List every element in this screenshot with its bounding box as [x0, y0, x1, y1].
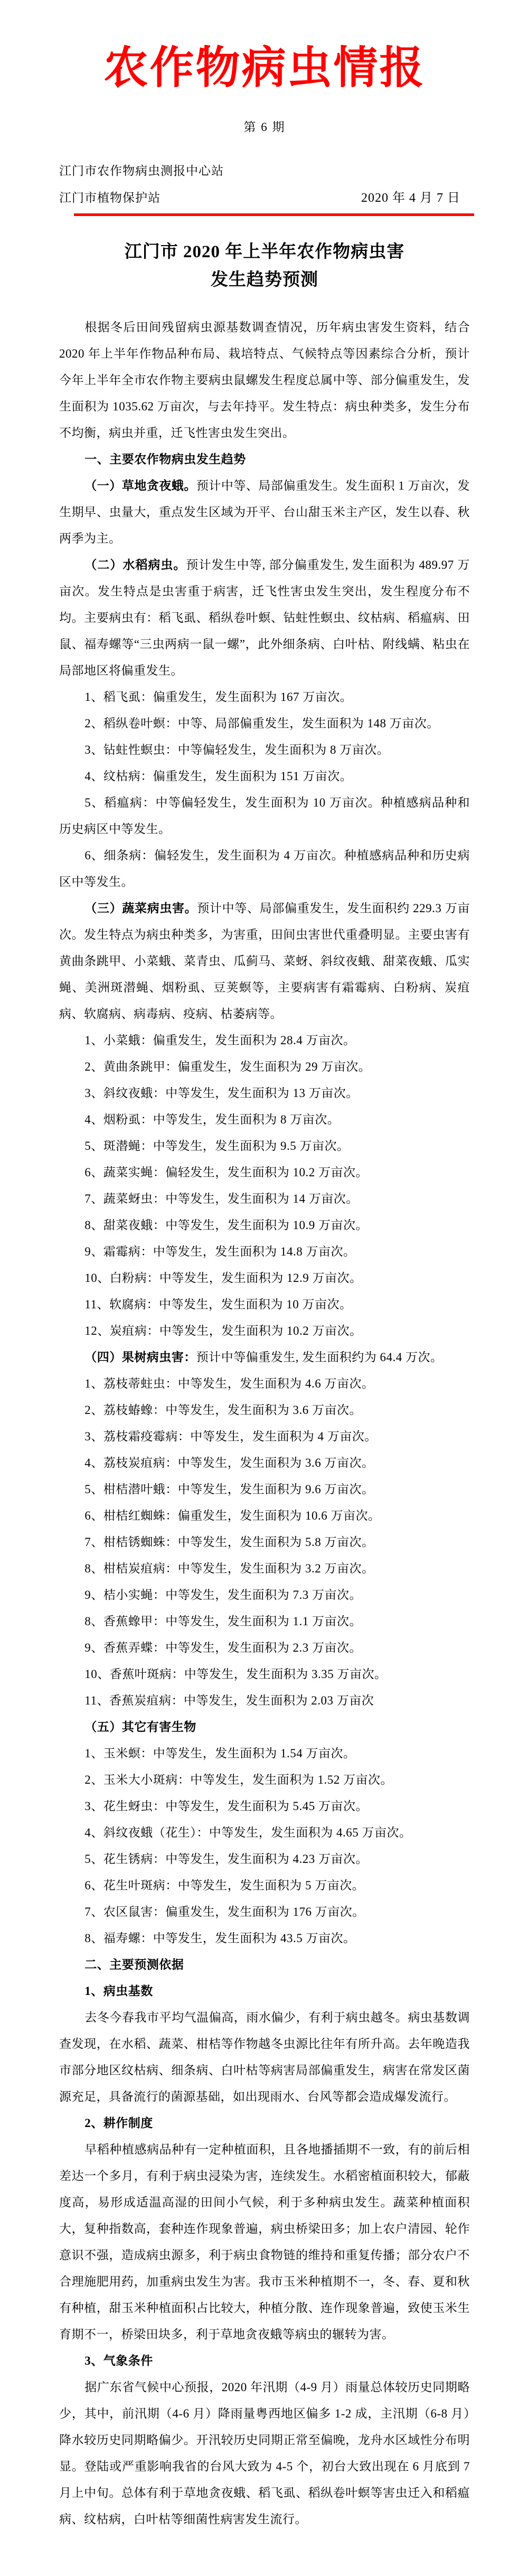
paragraph [59, 790, 470, 842]
paragraph [59, 737, 470, 763]
paragraph [59, 1872, 470, 1899]
paragraph-text: 早稻种植感病品种有一定种植面积，且各地播插期不一致，有的前后相差达一个多月，有利于病虫浸染为害，连续发生。水稻密植面积较大，郁蔽度高，易形成适温高湿的田间小气候，利于多种病虫发生。蔬菜种植面积大，复种指数高，套种连作现象普遍，病虫桥梁田多；加上农户清园、轮作意识不强，造成病虫源多，利于病虫食物链的维持和重复传播；部分农户不合理施肥用药，加重病虫发生为害。我市玉米种植期不一，冬、春、夏和秋有种植，甜玉米种植面积占比较大，种植分散、连作现象普遍，致使玉米生育期不一，桥梁田块多，利于草地贪夜蛾等病虫的辗转为害。 [59, 2143, 470, 2341]
paragraph-text: 6、蔬菜实蝇：偏轻发生，发生面积为 10.2 万亩次。 [84, 1166, 369, 1179]
document-body [59, 314, 470, 2533]
paragraph-text: 7、蔬菜蚜虫：中等发生，发生面积为 14 万亩次。 [84, 1192, 359, 1205]
paragraph [59, 1820, 470, 1846]
section-heading [59, 446, 470, 473]
issuing-org-secondary: 江门市植物保护站 [59, 191, 161, 204]
paragraph [59, 1186, 470, 1212]
paragraph-bold-lead: 二、主要预测依据 [84, 1958, 184, 1971]
paragraph [59, 1899, 470, 1925]
paragraph [59, 1582, 470, 1608]
issue-number: 第 6 期 [243, 120, 286, 134]
paragraph-bold-lead: （四）果树病虫害： [84, 1351, 196, 1364]
section-heading [59, 1952, 470, 1978]
paragraph-text: 9、霜霉病：中等发生，发生面积为 14.8 万亩次。 [84, 1245, 356, 1258]
paragraph-text: 7、柑桔锈蜘蛛：中等发生，发生面积为 5.8 万亩次。 [84, 1535, 374, 1549]
paragraph [59, 473, 470, 552]
paragraph [59, 552, 470, 684]
paragraph-text: 5、稻瘟病：中等偏轻发生，发生面积为 10 万亩次。种植感病品种和历史病区中等发生。 [59, 796, 470, 836]
paragraph-text: 去冬今春我市平均气温偏高，雨水偏少，有利于病虫越冬。病虫基数调查发现，在水稻、蔬菜、柑桔等作物越冬虫源比往年有所升高。去年晚造我市部分地区纹枯病、细条病、白叶枯等病害局部偏重发生，病害在常发区菌源充足，具备流行的菌源基础，如出现雨水、台风等都会造成爆发流行。 [59, 2011, 470, 2103]
paragraph-text: 10、白粉病：中等发生，发生面积为 12.9 万亩次。 [84, 1271, 362, 1285]
paragraph-text: 1、稻飞虱：偏重发生，发生面积为 167 万亩次。 [84, 690, 353, 704]
paragraph [59, 1371, 470, 1397]
paragraph-text: 根据冬后田间残留病虫源基数调查情况，历年病虫害发生资料，结合 2020 年上半年作物品种布局、栽培特点、气候特点等因素综合分析，预计今年上半年全市农作物主要病虫鼠螺发生程度总属中等、部分偏重发生，发生面积为 1035.62 万亩次，与去年持平。发生特点：病虫种类多，发生分布不均衡，病虫并重，迁飞性害虫发生突出。 [59, 321, 470, 439]
paragraph-text: 10、香蕉叶斑病：中等发生，发生面积为 3.35 万亩次。 [84, 1668, 387, 1681]
paragraph-text: 6、花生叶斑病：中等发生，发生面积为 5 万亩次。 [84, 1879, 365, 1892]
paragraph-text: 据广东省气候中心预报，2020 年汛期（4-9 月）雨量总体较历史同期略少，其中，前汛期（4-6 月）降雨量粤西地区偏多 1-2 成，主汛期（6-8 月）降水较历史同期略偏少。开汛较历史同期正常至偏晚，龙舟水区域性分布明显。登陆或严重影响我省的台风大致为 4-5 个，初台大致出现在 6 月底到 7 月上中旬。总体有利于草地贪夜蛾、稻飞虱、稻纵卷叶螟等害虫迁入和稻瘟病、纹枯病，白叶枯等细菌性病害发生流行。 [59, 2381, 470, 2526]
paragraph-text: 1、玉米螟：中等发生，发生面积为 1.54 万亩次。 [84, 1747, 356, 1760]
paragraph [59, 1529, 470, 1556]
paragraph-text: 3、斜纹夜蛾：中等发生，发生面积为 13 万亩次。 [84, 1086, 359, 1100]
paragraph-bold-lead: （三）蔬菜病虫害。 [84, 902, 197, 915]
section-heading [59, 2110, 470, 2137]
paragraph [59, 1239, 470, 1265]
paragraph-text: 6、细条病：偏轻发生，发生面积为 4 万亩次。种植感病品种和历史病区中等发生。 [59, 849, 470, 888]
document-title-line1: 江门市 2020 年上半年农作物病虫害 [124, 242, 405, 261]
paragraph-text: 2、黄曲条跳甲：偏重发生，发生面积为 29 万亩次。 [84, 1060, 371, 1073]
paragraph [59, 1608, 470, 1635]
paragraph [59, 314, 470, 446]
paragraph-text: 预计发生中等, 部分偏重发生, 发生面积为 489.97 万亩次。发生特点是虫害重于病害，迁飞性害虫发生突出，发生程度分布不均。主要病虫有：稻飞虱、稻纵卷叶螟、钻蛀性螟虫、纹枯病、稻瘟病、田鼠、福寿螺等“三虫两病一鼠一螺”，此外细条病、白叶枯、附线螨、粘虫在局部地区将偏重发生。 [59, 558, 470, 677]
paragraph [59, 1846, 470, 1872]
paragraph [59, 1688, 470, 1714]
paragraph-text: 2、荔枝蝽蟓：中等发生，发生面积为 3.6 万亩次。 [84, 1403, 362, 1417]
paragraph [59, 1767, 470, 1793]
paragraph-text: 预计中等、局部偏重发生。发生面积 1 万亩次，发生期早、虫量大，重点发生区域为开平、台山甜玉米主产区，发生以春、秋两季为主。 [59, 479, 470, 545]
paragraph [59, 1397, 470, 1423]
paragraph [59, 895, 470, 1027]
paragraph [59, 1344, 470, 1371]
paragraph [59, 1107, 470, 1133]
paragraph-text: 2、稻纵卷叶螟：中等、局部偏重发生，发生面积为 148 万亩次。 [84, 717, 439, 730]
paragraph-bold-lead: 一、主要农作物病虫发生趋势 [84, 453, 246, 466]
paragraph [59, 684, 470, 710]
paragraph [59, 1503, 470, 1529]
paragraph-text: 8、柑桔炭疽病：中等发生，发生面积为 3.2 万亩次。 [84, 1562, 374, 1575]
issue-date: 2020 年 4 月 7 日 [361, 191, 460, 205]
paragraph-bold-lead: 3、气象条件 [84, 2354, 153, 2367]
paragraph-text: 3、荔枝霜疫霉病：中等发生，发生面积为 4 万亩次。 [84, 1430, 377, 1443]
paragraph-text: 2、玉米大小斑病：中等发生，发生面积为 1.52 万亩次。 [84, 1773, 393, 1786]
issuing-org-primary: 江门市农作物病虫测报中心站 [59, 164, 224, 177]
paragraph [59, 1423, 470, 1450]
paragraph [59, 2137, 470, 2348]
section-heading [59, 1978, 470, 2004]
paragraph [59, 1556, 470, 1582]
paragraph-bold-lead: （一）草地贪夜蛾。 [84, 479, 196, 492]
section-heading [59, 2348, 470, 2374]
paragraph [59, 763, 470, 790]
paragraph [59, 710, 470, 737]
paragraph [59, 1212, 470, 1239]
paragraph-text: 1、小菜蛾：偏重发生，发生面积为 28.4 万亩次。 [84, 1034, 356, 1047]
paragraph-text: 预计中等、局部偏重发生，发生面积约 229.3 万亩次。发生特点为病虫种类多，为害重，田间虫害世代重叠明显。主要虫害有黄曲条跳甲、小菜蛾、菜青虫、瓜蓟马、菜蚜、斜纹夜蛾、甜菜夜蛾、瓜实蝇、美洲斑潜蝇、烟粉虱、豆荚螟等，主要病害有霜霉病、白粉病、炭疽病、软腐病、病毒病、疫病、枯萎病等。 [59, 902, 470, 1020]
paragraph [59, 1450, 470, 1476]
issuer-date-row [59, 187, 470, 205]
masthead-divider-rule [74, 213, 474, 216]
paragraph-text: 7、农区鼠害：偏重发生，发生面积为 176 万亩次。 [84, 1905, 365, 1918]
paragraph-text: 5、柑桔潜叶蛾：中等发生，发生面积为 9.6 万亩次。 [84, 1483, 374, 1496]
paragraph-text: 5、斑潜蝇：中等发生，发生面积为 9.5 万亩次。 [84, 1139, 350, 1153]
paragraph [59, 2374, 470, 2533]
paragraph [59, 1291, 470, 1318]
paragraph [59, 1159, 470, 1186]
paragraph [59, 1740, 470, 1767]
paragraph [59, 1318, 470, 1344]
paragraph-text: 9、香蕉弄蝶：中等发生，发生面积为 2.3 万亩次。 [84, 1641, 362, 1654]
paragraph [59, 1476, 470, 1503]
document-title-line2: 发生趋势预测 [211, 270, 318, 289]
paragraph [59, 1054, 470, 1080]
paragraph-bold-lead: （五）其它有害生物 [84, 1720, 196, 1734]
paragraph-text: 4、斜纹夜蛾（花生）：中等发生，发生面积为 4.65 万亩次。 [84, 1826, 412, 1839]
paragraph-text: 6、柑桔红蜘蛛：偏重发生，发生面积为 10.6 万亩次。 [84, 1509, 381, 1522]
paragraph-text: 4、纹枯病：偏重发生，发生面积为 151 万亩次。 [84, 770, 353, 783]
paragraph [59, 1635, 470, 1661]
paragraph-text: 8、甜菜夜蛾：中等发生，发生面积为 10.9 万亩次。 [84, 1219, 369, 1232]
paragraph-text: 8、香蕉蟓甲：中等发生，发生面积为 1.1 万亩次。 [84, 1615, 362, 1628]
paragraph-text: 11、香蕉炭疽病：中等发生，发生面积为 2.03 万亩次 [84, 1694, 374, 1707]
bulletin-masthead-title: 农作物病虫情报 [103, 44, 426, 93]
paragraph-text: 5、花生锈病：中等发生，发生面积为 4.23 万亩次。 [84, 1852, 369, 1866]
paragraph-text: 3、钻蛀性螟虫：中等偏轻发生，发生面积为 8 万亩次。 [84, 743, 390, 756]
paragraph-text: 8、福寿螺：中等发生，发生面积为 43.5 万亩次。 [84, 1932, 356, 1945]
paragraph [59, 1265, 470, 1291]
paragraph [59, 1661, 470, 1688]
paragraph [59, 1027, 470, 1054]
paragraph-text: 4、荔枝炭疽病：中等发生，发生面积为 3.6 万亩次。 [84, 1456, 374, 1469]
paragraph [59, 1080, 470, 1107]
paragraph [59, 1133, 470, 1159]
paragraph-text: 9、桔小实蝇：中等发生，发生面积为 7.3 万亩次。 [84, 1588, 362, 1601]
paragraph-bold-lead: （二）水稻病虫。 [84, 558, 186, 572]
paragraph-text: 1、荔枝蒂蛀虫：中等发生，发生面积为 4.6 万亩次。 [84, 1377, 374, 1390]
paragraph-text: 4、烟粉虱：中等发生，发生面积为 8 万亩次。 [84, 1113, 340, 1126]
document-title [59, 238, 470, 294]
paragraph-bold-lead: 2、耕作制度 [84, 2116, 153, 2130]
paragraph-text: 11、软腐病：中等发生，发生面积为 10 万亩次。 [84, 1298, 352, 1311]
paragraph-text: 12、炭疽病：中等发生，发生面积为 10.2 万亩次。 [84, 1324, 362, 1337]
paragraph [59, 842, 470, 895]
paragraph-text: 预计中等偏重发生, 发生面积约为 64.4 万次。 [196, 1351, 443, 1364]
paragraph [59, 1793, 470, 1820]
paragraph-bold-lead: 1、病虫基数 [84, 1984, 153, 1998]
paragraph [59, 2004, 470, 2110]
paragraph [59, 1925, 470, 1952]
paragraph-text: 3、花生蚜虫：中等发生，发生面积为 5.45 万亩次。 [84, 1800, 369, 1813]
issuer-block [59, 161, 470, 205]
section-heading [59, 1714, 470, 1740]
